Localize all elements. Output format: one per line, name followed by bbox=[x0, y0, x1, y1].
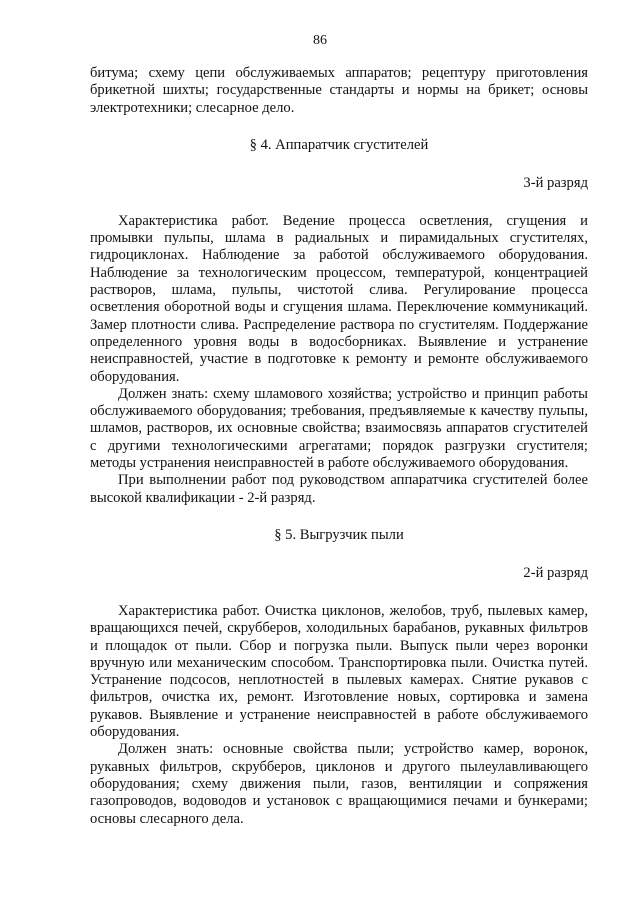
section-4-note: При выполнении работ под руководством аппаратчика сгустителей более высокой квалификации - 2-й разряд. bbox=[90, 472, 588, 506]
section-5-characteristics: Характеристика работ. Очистка циклонов, желобов, труб, пылевых камер, вращающихся печей, скрубберов, холодильных барабанов, рукавных фильтров и площадок от пыли. Сбор и погрузка пыли. Выпуск пыли через воронки вручную или механическим способом. Транспортировка пыли. Очистка путей. Устранение подсосов, неплотностей в пылевых камерах. Снятие рукавов с фильтров, очистка их, ремонт. Изготовление новых, сортировка и замена рукавов. Выявление и устранение неисправностей в работе обслуживаемого оборудования. bbox=[90, 602, 588, 741]
intro-paragraph: битума; схему цепи обслуживаемых аппаратов; рецептуру приготовления брикетной шихты; государственные стандарты и нормы на брикет; основы электротехники; слесарное дело. bbox=[90, 65, 588, 116]
section-4-knowledge: Должен знать: схему шламового хозяйства; устройство и принцип работы обслуживаемого оборудования; требования, предъявляемые к качеству пульпы, шламов, растворов, их основные свойства; взаимосвязь аппаратов сгустителей с другими технологическими агрегатами; порядок разгрузки сгустителя; методы устранения неисправностей в работе обслуживаемого оборудования. bbox=[90, 385, 588, 472]
section-5-body bbox=[90, 603, 588, 828]
page-number: 86 bbox=[313, 33, 327, 48]
section-4-title: § 4. Аппаратчик сгустителей bbox=[249, 136, 429, 153]
section-4-grade: 3-й разряд bbox=[523, 174, 588, 191]
section-5-knowledge: Должен знать: основные свойства пыли; устройство камер, воронок, рукавных фильтров, скрубберов, циклонов и другого пылеулавливающего оборудования; схему движения пыли, газов, вентиляции и сопряжения газопроводов, водоводов и установок с вращающимися печами и бункерами; основы слесарного дела. bbox=[90, 741, 588, 827]
section-4-body bbox=[90, 213, 588, 507]
section-4-characteristics: Характеристика работ. Ведение процесса осветления, сгущения и промывки пульпы, шлама в радиальных и пирамидальных сгустителях, гидроциклонах. Наблюдение за работой обслуживаемого оборудования. Наблюдение за технологическим процессом, температурой, концентрацией растворов, шлама, пульпы, чистотой слива. Регулирование процесса осветления оборотной воды и сгущения шлама. Переключение коммуникаций. Замер плотности слива. Распределение раствора по сгустителям. Поддержание определенного уровня воды в водосборниках. Выявление и устранение неисправностей, участие в подготовке к ремонту и ремонте обслуживаемого оборудования. bbox=[90, 212, 588, 385]
document-body bbox=[90, 65, 588, 828]
section-5-title: § 5. Выгрузчик пыли bbox=[274, 526, 404, 543]
section-5-grade: 2-й разряд bbox=[523, 564, 588, 581]
